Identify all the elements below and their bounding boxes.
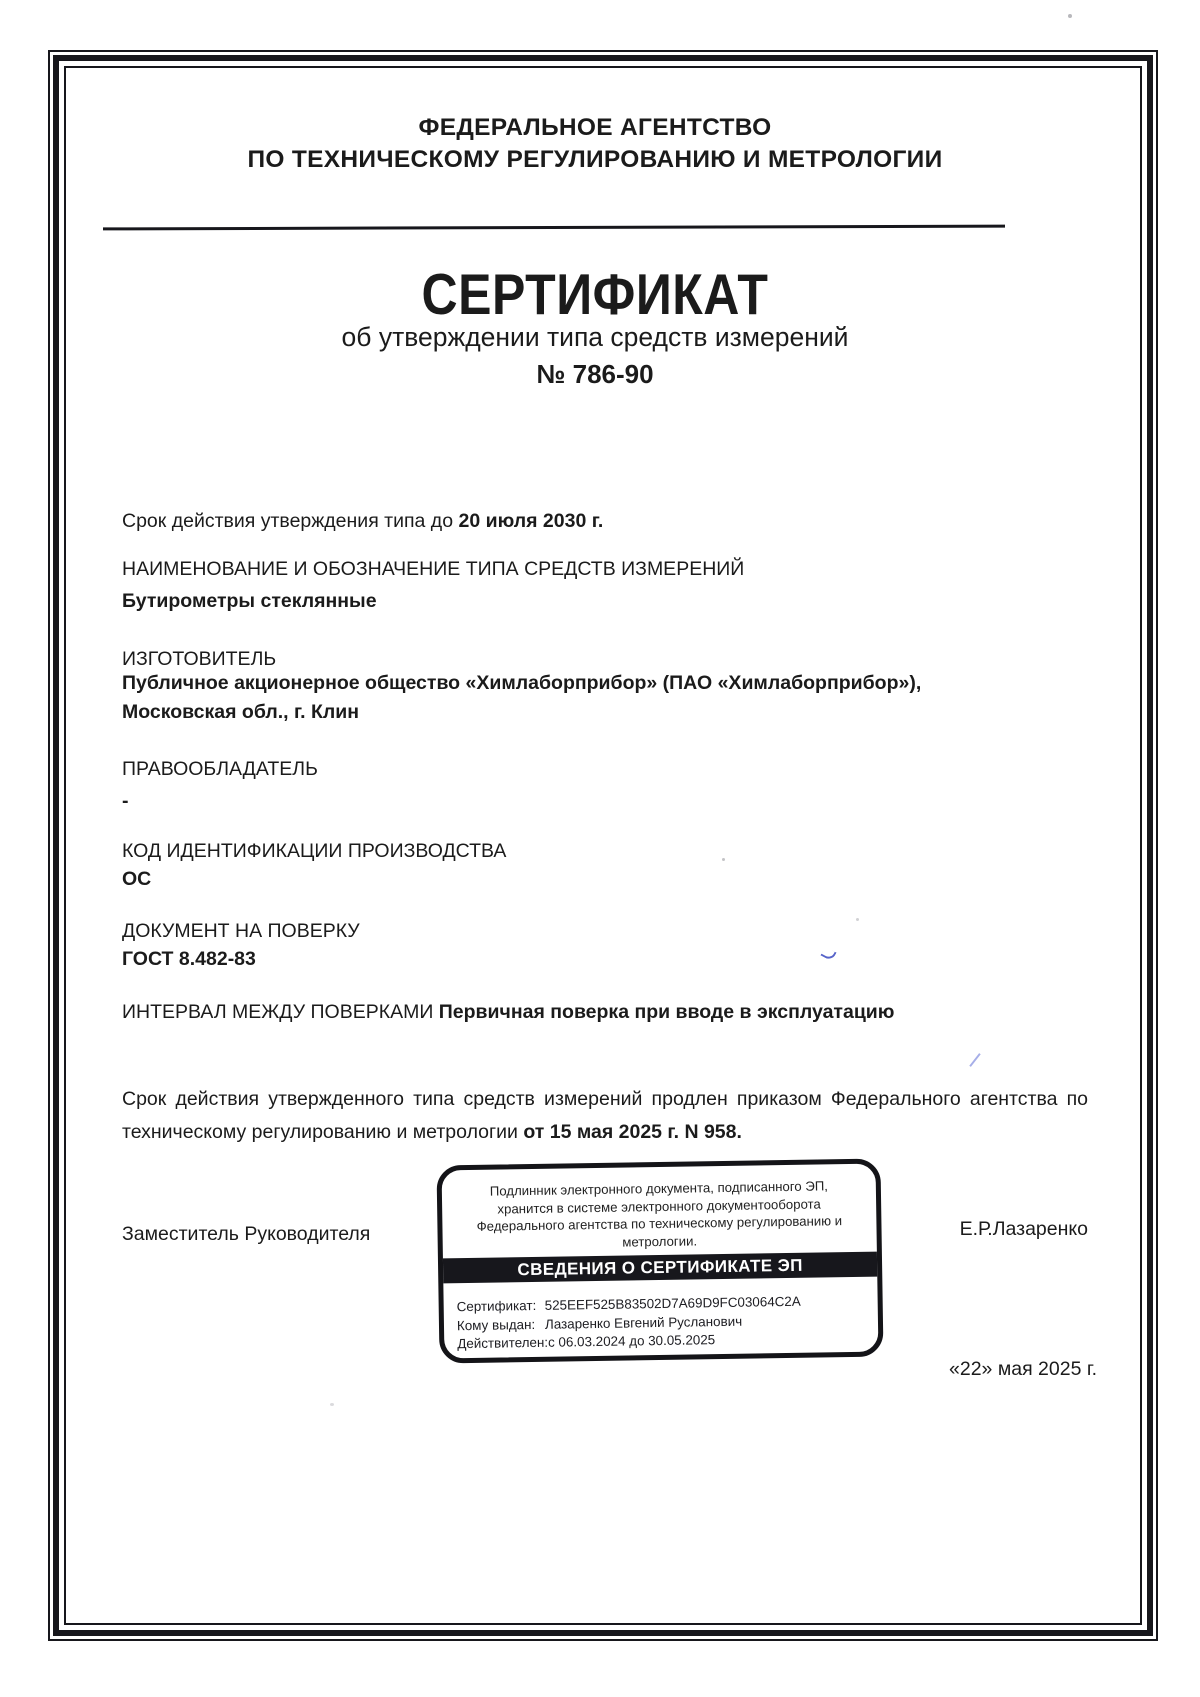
type-name-label: НАИМЕНОВАНИЕ И ОБОЗНАЧЕНИЕ ТИПА СРЕДСТВ ИЗМЕРЕНИЙ [122, 558, 745, 580]
esign-stamp-description-line4: метрологии. [622, 1232, 698, 1250]
signer-position-title: Заместитель Руководителя [122, 1223, 371, 1245]
esign-stamp-description-line2: хранится в системе электронного документооборота [497, 1195, 821, 1217]
rights-holder-label: ПРАВООБЛАДАТЕЛЬ [122, 758, 318, 780]
esign-issued-to-label: Кому выдан: [456, 1316, 536, 1333]
verification-document-value: ГОСТ 8.482-83 [122, 948, 256, 970]
agency-header [105, 112, 1085, 176]
validity-label: Срок действия утверждения типа до [122, 510, 454, 532]
scan-dust-artifact [1068, 14, 1072, 18]
esign-valid-period-value: с 06.03.2024 до 30.05.2025 [547, 1332, 716, 1350]
esign-stamp-description-line1: Подлинник электронного документа, подписанного ЭП, [489, 1178, 829, 1199]
esign-stamp-description-line3: Федерального агентства по техническому регулированию и [476, 1213, 843, 1234]
rights-holder-value: - [122, 790, 129, 812]
esign-stamp-details [457, 1292, 879, 1354]
manufacturer-label: ИЗГОТОВИТЕЛЬ [122, 648, 277, 670]
prolongation-text: Срок действия утвержденного типа средств измерений продлен приказом Федерального агентства по техническому регулированию и метрологии [122, 1088, 1088, 1143]
certificate-subtitle: об утверждении типа средств измерений [341, 322, 849, 352]
verification-interval-label: ИНТЕРВАЛ МЕЖДУ ПОВЕРКАМИ [122, 1001, 434, 1023]
esign-stamp [436, 1159, 883, 1364]
certificate-number: № 786-90 [536, 359, 654, 389]
production-code-label: КОД ИДЕНТИФИКАЦИИ ПРОИЗВОДСТВА [122, 840, 507, 862]
esign-certificate-label: Сертификат: [456, 1297, 537, 1315]
signing-date: «22» мая 2025 г. [949, 1358, 1097, 1380]
prolongation-order: от 15 мая 2025 г. N 958. [523, 1120, 742, 1143]
verification-interval-line [122, 999, 1088, 1025]
validity-value: 20 июля 2030 г. [458, 510, 604, 532]
manufacturer-value-line1: Публичное акционерное общество «Химлаборприбор» (ПАО «Химлаборприбор»), [122, 672, 922, 694]
esign-issued-to-value: Лазаренко Евгений Русланович [544, 1313, 743, 1332]
signer-name: Е.Р.Лазаренко [959, 1218, 1088, 1240]
verification-document-label: ДОКУМЕНТ НА ПОВЕРКУ [122, 920, 360, 942]
agency-name-line1: ФЕДЕРАЛЬНОЕ АГЕНТСТВО [418, 114, 772, 141]
validity-line [122, 508, 1088, 534]
manufacturer-value-line2: Московская обл., г. Клин [122, 701, 360, 723]
esign-stamp-band-title: СВЕДЕНИЯ О СЕРТИФИКАТЕ ЭП [443, 1252, 877, 1284]
production-code-value: ОС [122, 868, 152, 890]
esign-valid-period-label: Действителен: [457, 1334, 549, 1352]
certificate-title: СЕРТИФИКАТ [421, 262, 769, 327]
esign-stamp-description [442, 1177, 877, 1254]
agency-name-line2: ПО ТЕХНИЧЕСКОМУ РЕГУЛИРОВАНИЮ И МЕТРОЛОГИИ [247, 146, 943, 173]
prolongation-paragraph [122, 1083, 1088, 1148]
type-name-value: Бутирометры стеклянные [122, 590, 377, 612]
esign-certificate-value: 525EEF525B83502D7A69D9FC03064C2A [544, 1293, 801, 1313]
verification-interval-value: Первичная поверка при вводе в эксплуатацию [438, 1001, 895, 1023]
